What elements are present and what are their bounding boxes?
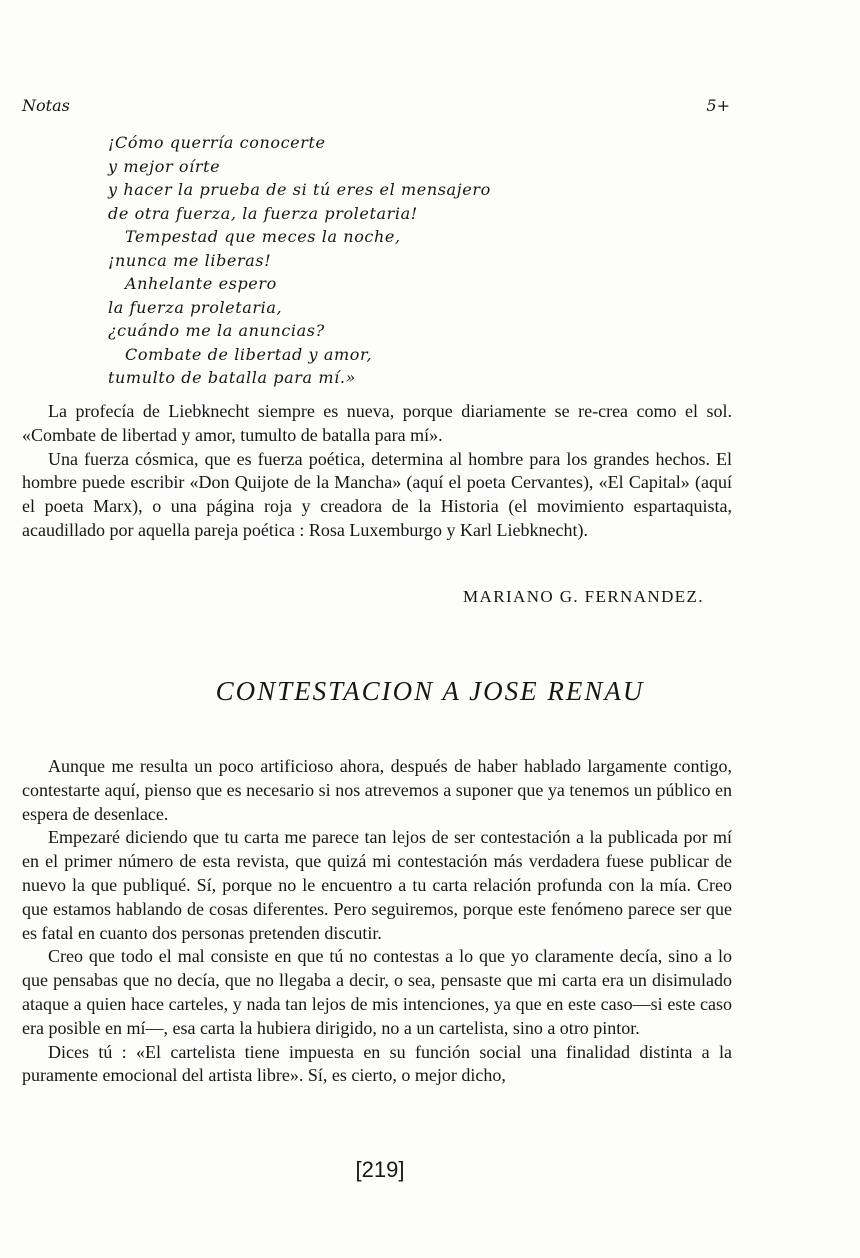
header-page-mark: 5+: [706, 96, 730, 115]
poem-line: y hacer la prueba de si tú eres el mensajero: [108, 180, 491, 199]
poem-line: la fuerza proletaria,: [108, 297, 283, 317]
poem-line: y mejor oírte: [108, 156, 221, 176]
running-header: [22, 96, 730, 118]
paragraph: Aunque me resulta un poco artificioso ahora, después de haber hablado largamente contigo, contestarte aquí, pienso que es necesario si nos atrevemos a suponer que ya tenemos un público en espera de desenlace.: [22, 756, 732, 824]
poem-stanza: [108, 131, 628, 390]
page-number: [219]: [355, 1157, 405, 1182]
commentary-section: [22, 400, 732, 543]
paragraph: La profecía de Liebknecht siempre es nueva, porque diariamente se re-crea como el sol. «Combate de libertad y amor, tumulto de batalla para mí».: [22, 401, 732, 445]
paragraph: Empezaré diciendo que tu carta me parece tan lejos de ser contestación a la publicada por mí en el primer número de esta revista, que quizá mi contestación más verdadera fuese publicar de nuevo la que publiqué. Sí, porque no le encuentro a tu carta relación profunda con la mía. Creo que estamos hablando de cosas diferentes. Pero seguiremos, porque este fenómeno parece ser que es fatal en cuanto dos personas pretenden discutir.: [22, 827, 732, 943]
paragraph: Creo que todo el mal consiste en que tú no contestas a lo que yo claramente decía, sino a lo que pensabas que no decía, que no llegaba a decir, o sea, pensaste que mi carta era un disimulado ataque a quien hace carteles, y nada tan lejos de mis intenciones, ya que en este caso—si este caso era posible en mí—, esa carta la hubiera dirigido, no a un cartelista, sino a otro pintor.: [22, 946, 732, 1038]
poem-line: Combate de libertad y amor,: [125, 344, 373, 364]
paragraph: Una fuerza cósmica, que es fuerza poética, determina al hombre para los grandes hechos. El hombre puede escribir «Don Quijote de la Mancha» (aquí el poeta Cervantes), «El Capital» (aquí el poeta Marx), o una página roja y creadora de la Historia (el movimiento espartaquista, acaudillado por aquella pareja poética : Rosa Luxemburgo y Karl Liebknecht).: [22, 448, 732, 540]
article-body: [22, 755, 732, 1088]
poem-line: tumulto de batalla para mí.»: [108, 368, 356, 387]
poem-line: Tempestad que meces la noche,: [125, 227, 401, 246]
poem-line: ¡nunca me liberas!: [108, 250, 272, 270]
poem-line: ¿cuándo me la anuncias?: [108, 321, 325, 340]
article-title: CONTESTACION A JOSE RENAU: [215, 676, 645, 706]
section-title: Notas: [22, 96, 70, 115]
author-signature: MARIANO G. FERNANDEZ.: [463, 587, 704, 606]
paragraph: Dices tú : «El cartelista tiene impuesta en su función social una finalidad distinta a la puramente emocional del artista libre». Sí, es cierto, o mejor dicho,: [22, 1041, 732, 1086]
poem-line: de otra fuerza, la fuerza proletaria!: [108, 203, 418, 223]
poem-line: Anhelante espero: [125, 274, 277, 293]
poem-line: ¡Cómo querría conocerte: [108, 133, 326, 152]
